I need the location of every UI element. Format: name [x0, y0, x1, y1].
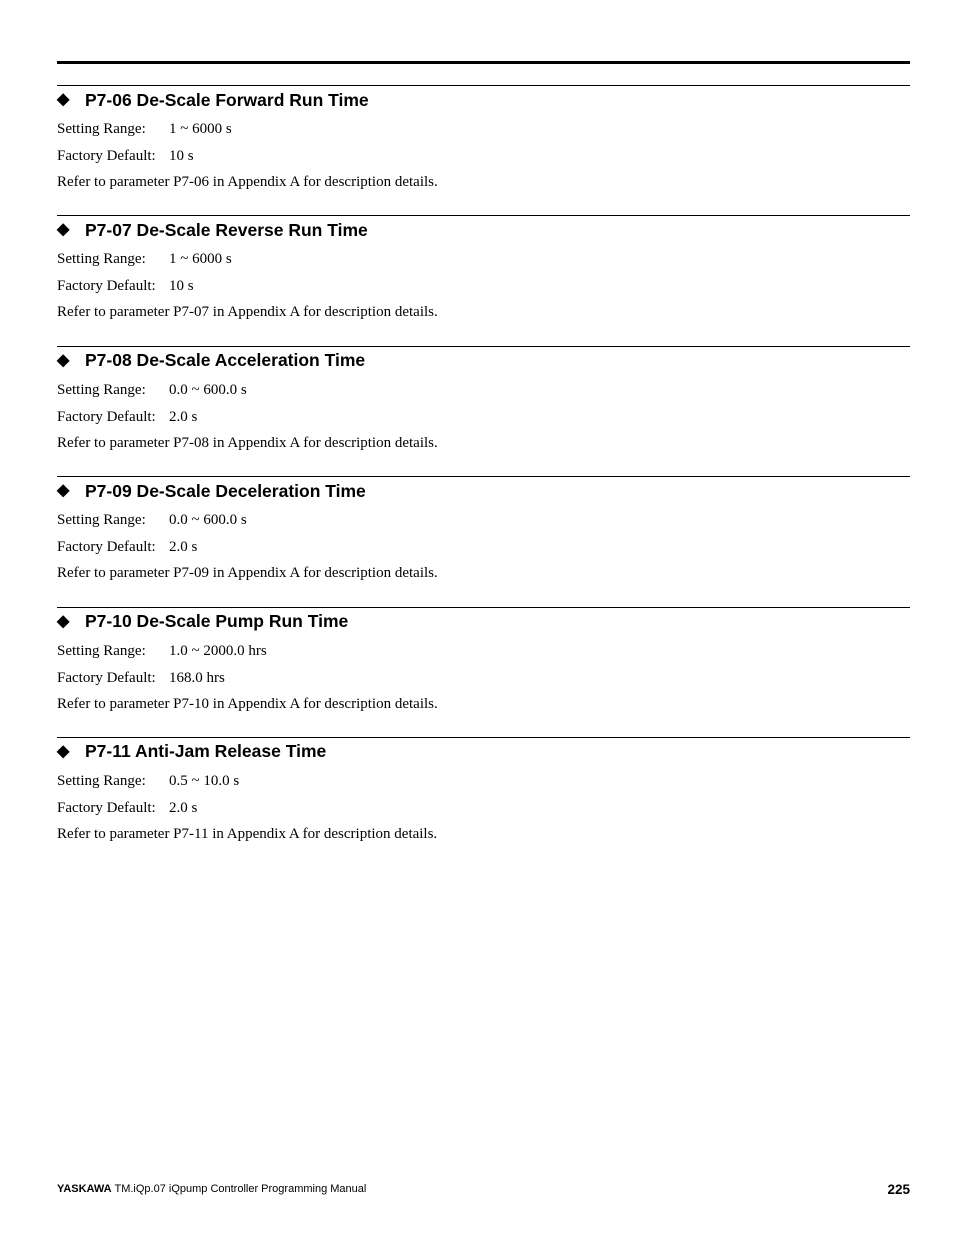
diamond-icon: ◆: [57, 742, 70, 760]
parameter-description: Refer to parameter P7-11 in Appendix A for description details.: [57, 825, 438, 842]
factory-default-label: Factory Default:: [57, 539, 156, 556]
parameter-description: Refer to parameter P7-06 in Appendix A for description details.: [57, 174, 438, 190]
factory-default-label: Factory Default:: [57, 278, 156, 295]
diamond-icon: ◆: [57, 612, 70, 630]
header-rule: [57, 61, 910, 64]
parameter-section: [57, 737, 910, 867]
setting-range-row: [57, 642, 267, 660]
factory-default-value: 2.0 s: [169, 539, 198, 556]
footer-manual-title: [57, 1183, 366, 1195]
parameter-heading: [57, 350, 365, 372]
parameter-section: [57, 476, 910, 606]
parameter-title: P7-11 Anti-Jam Release Time: [85, 741, 327, 762]
parameter-section: [57, 85, 910, 215]
parameter-heading: [57, 480, 366, 502]
setting-range-label: Setting Range:: [57, 772, 146, 789]
setting-range-value: 0.0 ~ 600.0 s: [169, 512, 247, 529]
parameter-section: [57, 607, 910, 737]
parameter-description: Refer to parameter P7-10 in Appendix A for description details.: [57, 695, 438, 712]
parameter-heading: [57, 89, 369, 111]
factory-default-label: Factory Default:: [57, 799, 156, 816]
factory-default-value: 10 s: [169, 148, 194, 164]
setting-range-row: [57, 120, 232, 138]
parameter-section: [57, 346, 910, 476]
setting-range-label: Setting Range:: [57, 642, 146, 659]
setting-range-label: Setting Range:: [57, 512, 146, 529]
factory-default-value: 2.0 s: [169, 408, 198, 425]
page-footer: [57, 1182, 910, 1198]
factory-default-label: Factory Default:: [57, 669, 156, 686]
setting-range-value: 0.5 ~ 10.0 s: [169, 772, 240, 789]
setting-range-label: Setting Range:: [57, 381, 146, 398]
footer-brand: YASKAWA: [57, 1183, 112, 1195]
setting-range-value: 1.0 ~ 2000.0 hrs: [169, 642, 267, 659]
factory-default-row: [57, 277, 194, 295]
factory-default-row: [57, 538, 197, 556]
parameter-heading: [57, 219, 368, 241]
factory-default-label: Factory Default:: [57, 408, 156, 425]
diamond-icon: ◆: [57, 351, 70, 369]
factory-default-value: 2.0 s: [169, 799, 198, 816]
factory-default-row: [57, 669, 225, 687]
factory-default-value: 10 s: [169, 278, 194, 295]
parameter-heading: [57, 611, 348, 633]
factory-default-row: [57, 408, 197, 426]
parameter-title: P7-09 De-Scale Deceleration Time: [85, 480, 366, 501]
parameter-heading: [57, 741, 326, 763]
setting-range-value: 1 ~ 6000 s: [169, 121, 232, 137]
setting-range-row: [57, 250, 232, 268]
setting-range-row: [57, 381, 247, 399]
page-number: 225: [887, 1182, 910, 1197]
diamond-icon: ◆: [57, 221, 70, 239]
parameter-description: Refer to parameter P7-08 in Appendix A for description details.: [57, 434, 438, 451]
parameter-title: P7-08 De-Scale Acceleration Time: [85, 350, 366, 371]
parameter-title: P7-10 De-Scale Pump Run Time: [85, 611, 349, 632]
parameter-description: Refer to parameter P7-09 in Appendix A for description details.: [57, 565, 438, 582]
factory-default-label: Factory Default:: [57, 148, 156, 164]
factory-default-row: [57, 147, 194, 165]
setting-range-label: Setting Range:: [57, 251, 146, 268]
footer-manual-name: TM.iQp.07 iQpump Controller Programming Manual: [114, 1183, 367, 1195]
setting-range-row: [57, 772, 239, 790]
setting-range-row: [57, 511, 247, 529]
parameter-title: P7-07 De-Scale Reverse Run Time: [85, 219, 368, 240]
setting-range-value: 0.0 ~ 600.0 s: [169, 381, 247, 398]
parameter-title: P7-06 De-Scale Forward Run Time: [85, 89, 369, 110]
parameter-description: Refer to parameter P7-07 in Appendix A for description details.: [57, 304, 438, 321]
setting-range-value: 1 ~ 6000 s: [169, 251, 232, 268]
factory-default-value: 168.0 hrs: [169, 669, 225, 686]
parameter-section: [57, 215, 910, 345]
setting-range-label: Setting Range:: [57, 121, 146, 137]
diamond-icon: ◆: [57, 91, 70, 108]
diamond-icon: ◆: [57, 482, 70, 500]
factory-default-row: [57, 799, 197, 817]
parameter-list: [57, 85, 910, 867]
